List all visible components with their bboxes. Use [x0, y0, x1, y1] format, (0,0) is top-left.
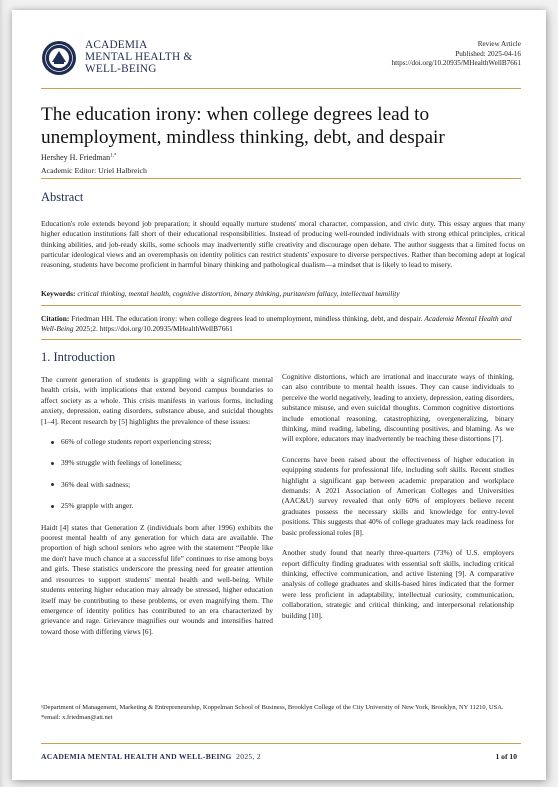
footer-divider: [41, 743, 521, 744]
journal-seal-icon: [41, 40, 77, 76]
published-date: Published: 2025-04-16: [455, 49, 521, 58]
publication-info: [392, 40, 521, 69]
keywords-label: Keywords:: [41, 289, 76, 298]
intro-divider: [41, 339, 521, 340]
journal-header: [41, 36, 521, 88]
list-item: 66% of college students report experiencing stress;: [53, 437, 273, 447]
abstract-heading: Abstract: [41, 190, 84, 204]
citation: [41, 314, 525, 334]
journal-name-line1: ACADEMIA: [85, 39, 148, 51]
keywords: [41, 289, 525, 299]
footer-journal-name: ACADEMIA MENTAL HEALTH AND WELL-BEING: [41, 752, 232, 761]
abstract-text: Education's role extends beyond job preparation; it should equally nurture students' moral character, compassion, and civic duty. This essay argues that many higher education institutions fall short of their educational responsibilities. Instead of producing well-rounded individuals with strong ethical principles, critical thinking abilities, and job-ready skills, some schools may inadvertently stifle creativity and discourage open debate. The author suggests that a limited focus on particular ideological views and an overemphasis on identity politics can restrict students' exposure to diverse perspectives. Rather than becoming adept at logical reasoning, students have become proficient in harmful binary thinking and pathological dualism—a mindset that is likely to lead to misery.: [41, 219, 525, 270]
academic-editor: Academic Editor: Uriel Halbreich: [41, 166, 147, 175]
citation-journal: Academia Mental Health and Well-Being: [41, 314, 512, 334]
footnote: [41, 703, 525, 722]
affiliation-footnote: ¹Department of Management, Marketing & Entrepreneurship, Koppelman School of Business, Brooklyn College of the City University of New York, Brooklyn, NY 11210, USA.: [41, 704, 504, 711]
email-footnote[interactable]: *email: x.friedman@att.net: [41, 713, 113, 721]
citation-text: Friedman HH. The education irony: when college degrees lead to unemployment, mindless thinking, debt, and despair.: [71, 314, 423, 323]
doi-link[interactable]: https://doi.org/10.20935/MHealthWellB7661: [391, 59, 521, 68]
abstract-divider: [41, 178, 521, 179]
intro-paragraph-2: Haidt [4] states that Generation Z (individuals born after 1996) exhibits the poorest mental health of any generation for which data are available. The proportion of high school seniors who agree with the statement “People like me don't have much chance at a successful life” continues to rise among boys and girls. These statistics underscore the pressing need for greater attention and resources to support students' mental health and well-being. While students entering higher education may already be stressed, higher education itself may be contributing to these problems, or even magnifying them. The emergence of identity politics has contributed to an era characterized by grievance and rage. Grievance magnifies our wounds and intensifies hatred toward those with differing views [6].: [41, 522, 273, 636]
intro-paragraph-5: Another study found that nearly three-quarters (73%) of U.S. employers report difficulty finding graduates with essential soft skills, including critical thinking, effective communication, and active listening [9]. A comparative analysis of college graduates and skills-based hires indicated that the former were less proficient in adaptability, intellectual curiosity, communication, collaboration, strategic and critical thinking, and interpersonal relationship building [10].: [282, 548, 514, 620]
introduction-heading: 1. Introduction: [41, 350, 116, 364]
list-item: 25% grapple with anger.: [53, 501, 273, 511]
list-item: 39% struggle with feelings of loneliness;: [53, 458, 273, 468]
journal-brand: [85, 39, 192, 75]
citation-divider: [41, 305, 521, 306]
author-affiliation-mark: 1,*: [110, 153, 117, 159]
journal-name-line2: MENTAL HEALTH &: [85, 51, 193, 63]
intro-paragraph-1: The current generation of students is grappling with a significant mental health crisis, with implications that extend beyond campus boundaries to affect society as a whole. This crisis manifests in various forms, including anxiety, depression, eating disorders, substance abuse, and suicidal thoughts [1–4]. Recent research by [5] highlights the prevalence of these issues:: [41, 375, 273, 426]
footer-issue: 2025, 2: [236, 752, 262, 761]
intro-paragraph-3: Cognitive distortions, which are irrational and inaccurate ways of thinking, can also contribute to mental health issues. They can cause individuals to perceive the world negatively, leading to anxiety, depression, eating disorders, substance misuse, and even suicidal thoughts. Common cognitive distortions include emotional reasoning, catastrophizing, overgeneralizing, binary thinking, mind reading, labeling, discounting positives, and blaming. As we will explore, educators may inadvertently be teaching these distortions [7].: [282, 372, 514, 444]
keywords-text: critical thinking, mental health, cognitive distortion, binary thinking, puritanism fallacy, intellectual humility: [77, 289, 400, 298]
citation-label: Citation:: [41, 314, 70, 323]
footer-journal: [41, 752, 261, 761]
article-title: The education irony: when college degrees lead to unemployment, mindless thinking, debt, and despair: [41, 104, 445, 148]
author-line: [41, 153, 116, 162]
intro-paragraph-4: Concerns have been raised about the effectiveness of higher education in equipping students for professional life, including soft skills. Recent studies highlight a significant gap between academic preparation and workplace demands: A 2021 Association of American Colleges and Universities (AAC&U) survey revealed that only 60% of employers believe recent graduates possess the necessary skills and knowledge for entry-level positions. This suggests that 40% of college graduates may lack readiness for basic professional roles [8].: [282, 454, 514, 537]
header-divider: [41, 88, 521, 89]
page-number: 1 of 10: [495, 752, 517, 761]
list-item: 36% deal with sadness;: [53, 480, 273, 490]
author-name: Hershey H. Friedman: [41, 153, 111, 162]
stress-statistics-list: [41, 437, 273, 512]
left-column: [41, 375, 273, 647]
right-column: [282, 372, 514, 631]
article-type: Review Article: [477, 40, 521, 48]
article-page: [12, 10, 546, 780]
journal-name-line3: WELL-BEING: [85, 63, 157, 75]
citation-doi[interactable]: 2025;2. https://doi.org/10.20935/MHealthWellB7661: [75, 324, 233, 334]
